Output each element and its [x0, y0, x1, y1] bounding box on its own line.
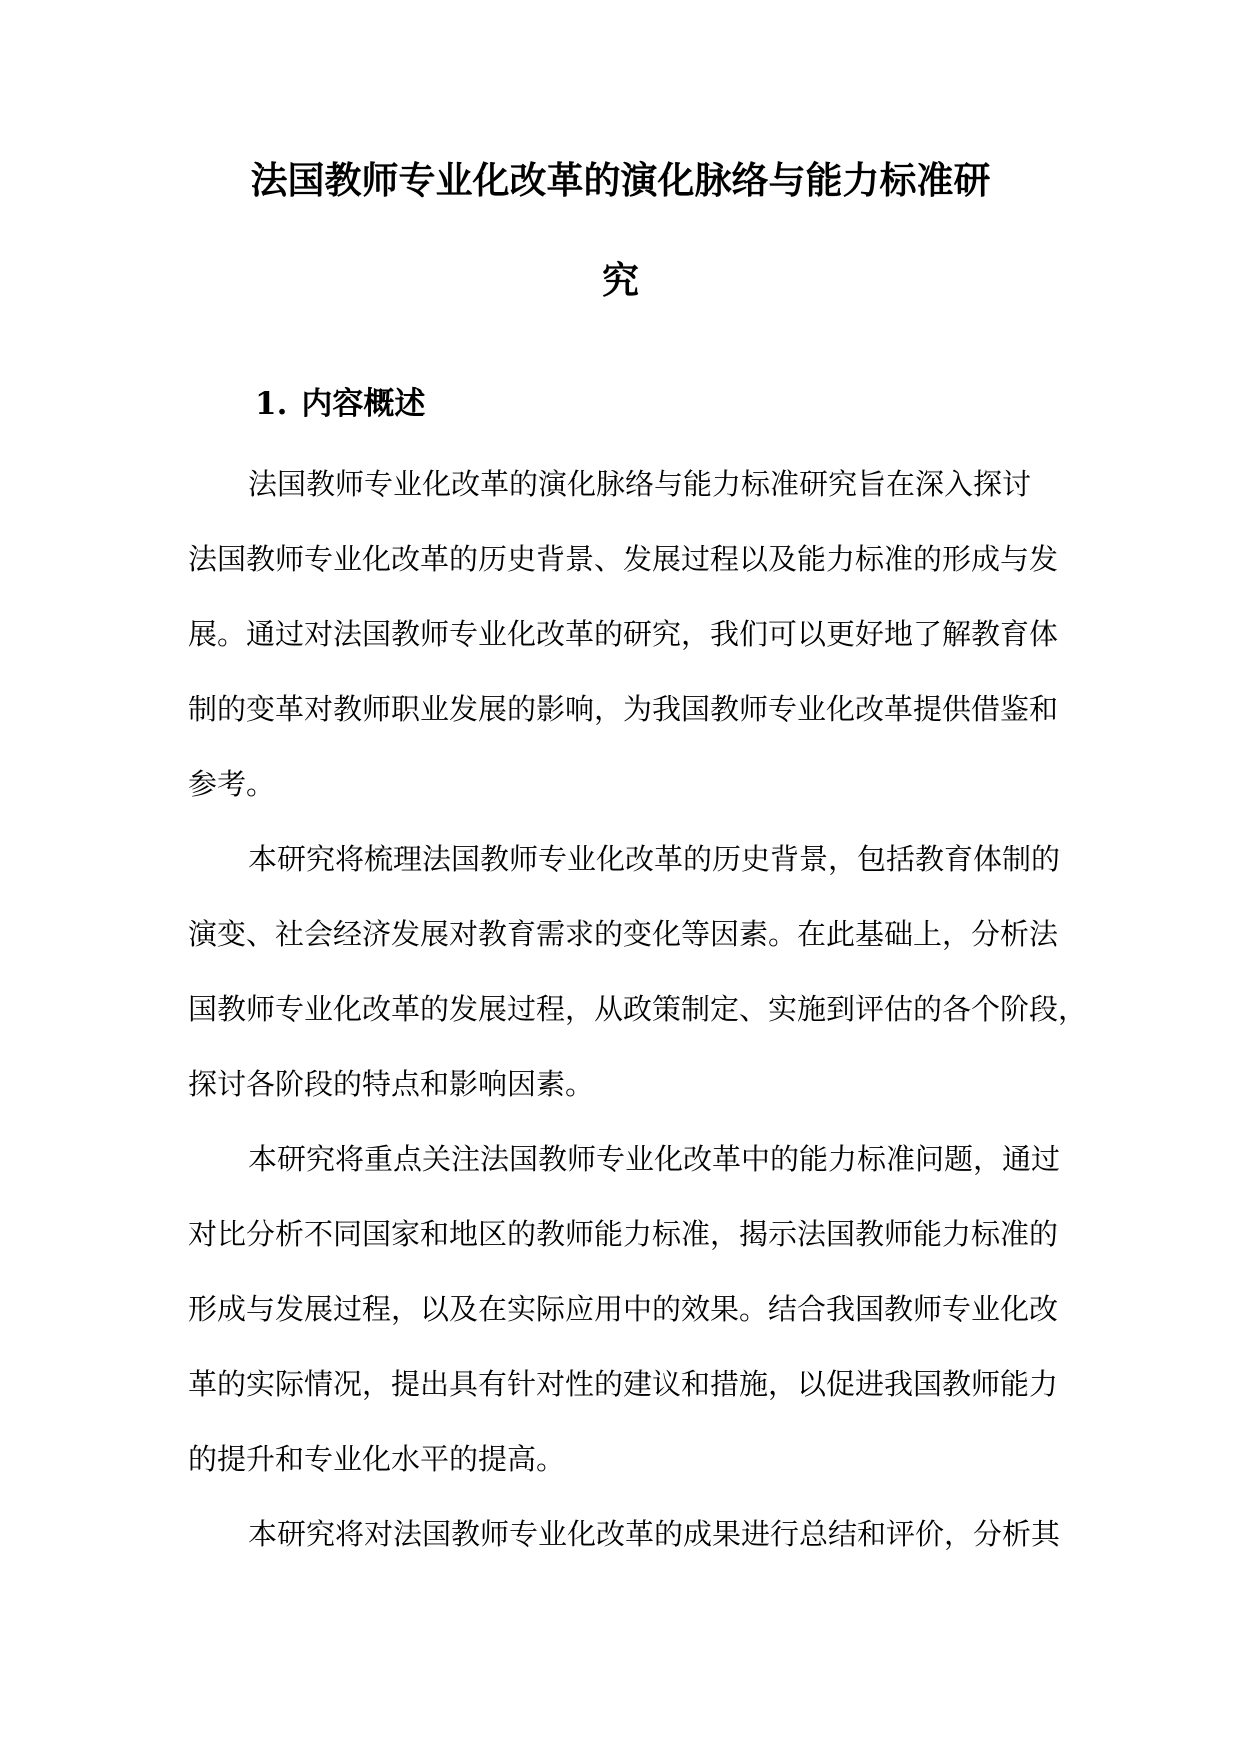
paragraph-line: 本研究将梳理法国教师专业化改革的历史背景，包括教育体制的	[248, 842, 1061, 876]
paragraph-line: 本研究将重点关注法国教师专业化改革中的能力标准问题，通过	[248, 1142, 1061, 1176]
paragraph-line: 革的实际情况，提出具有针对性的建议和措施，以促进我国教师能力	[188, 1367, 1059, 1401]
paragraph-line: 法国教师专业化改革的演化脉络与能力标准研究旨在深入探讨	[248, 467, 1032, 501]
section-title: 内容概述	[301, 386, 426, 422]
document-title-line-1: 法国教师专业化改革的演化脉络与能力标准研	[250, 158, 991, 202]
paragraph-line: 制的变革对教师职业发展的影响，为我国教师专业化改革提供借鉴和	[188, 692, 1059, 726]
paragraph-line: 参考。	[188, 767, 276, 801]
paragraph-line: 国教师专业化改革的发展过程，从政策制定、实施到评估的各个阶段，	[188, 992, 1088, 1026]
document-title-line-2: 究	[602, 258, 639, 302]
section-number: 1.	[255, 386, 288, 422]
section-heading	[255, 378, 425, 423]
paragraph-line: 形成与发展过程，以及在实际应用中的效果。结合我国教师专业化改	[188, 1292, 1059, 1326]
paragraph-line: 法国教师专业化改革的历史背景、发展过程以及能力标准的形成与发	[188, 542, 1059, 576]
paragraph-line: 展。通过对法国教师专业化改革的研究，我们可以更好地了解教育体	[188, 617, 1059, 651]
paragraph-line: 探讨各阶段的特点和影响因素。	[188, 1067, 595, 1101]
paragraph-line: 本研究将对法国教师专业化改革的成果进行总结和评价，分析其	[248, 1517, 1061, 1551]
paragraph-line: 的提升和专业化水平的提高。	[188, 1442, 566, 1476]
paragraph-line: 演变、社会经济发展对教育需求的变化等因素。在此基础上，分析法	[188, 917, 1059, 951]
paragraph-line: 对比分析不同国家和地区的教师能力标准，揭示法国教师能力标准的	[188, 1217, 1059, 1251]
